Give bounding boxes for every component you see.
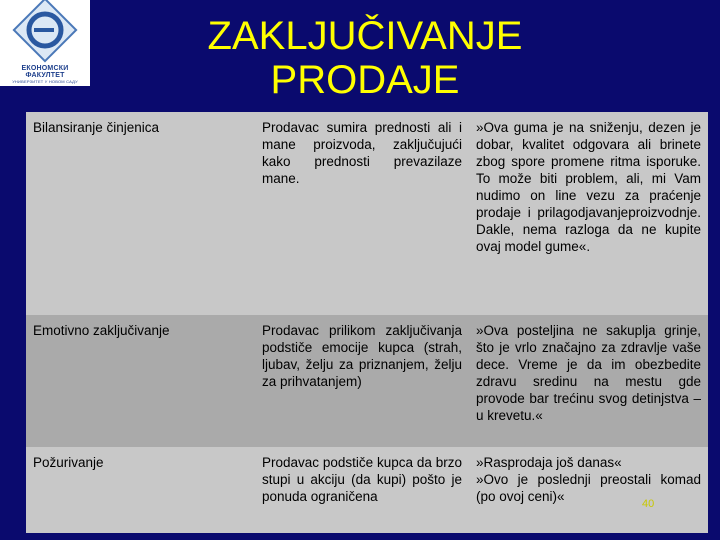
slide-number: 40: [642, 498, 655, 510]
description-cell: Prodavac podstiče kupca da brzo stupi u akciju (da kupi) pošto je ponuda ograničena: [255, 447, 469, 533]
description-cell: Prodavac sumira prednosti ali i mane proizvoda, zaključujući kako prednosti prevazilaze mane.: [255, 112, 469, 315]
example-line: »Rasprodaja još danas«: [476, 455, 622, 470]
faculty-logo: [0, 0, 90, 86]
slide-title: ZAKLJUČIVANJE PRODAJE: [207, 14, 523, 102]
example-cell: »Ova guma je na sniženju, dezen je dobar, kvalitet odgovara ali brinete zbog spore promene ritma isporuke. To može biti problem, ali, mi Vam nudimo on line vezu za praćenje prodaje i prilagodjavanjeproizvodnje. Dakle, nema razloga da ne kupite ovaj model gume«.: [469, 112, 708, 315]
logo-name-line2: УНИВЕРЗИТЕТ У НОВОМ САДУ: [12, 79, 78, 84]
technique-cell: Bilansiranje činjenica: [26, 112, 255, 315]
logo-text: [3, 65, 87, 84]
example-cell: [469, 447, 708, 533]
table-row: [26, 315, 708, 447]
closing-techniques-table: [26, 112, 708, 533]
technique-cell: Požurivanje: [26, 447, 255, 533]
faculty-emblem-icon: [0, 0, 90, 66]
description-cell: Prodavac prilikom zaključivanja podstiče emocije kupca (strah, ljubav, želju za priznanjem, želju za prihvatanjem): [255, 315, 469, 447]
example-cell: »Ova posteljina ne sakuplja grinje, što je vrlo značajno za zdravlje vaše dece. Vreme je da im obezbedite zdravu sredinu na mestu gde provode bar trećinu svog detinjstva – u krevetu.«: [469, 315, 708, 447]
technique-cell: Emotivno zaključivanje: [26, 315, 255, 447]
logo-name-line1: ЕКОНОМСКИ ФАКУЛТЕТ: [21, 65, 69, 79]
table-row: [26, 112, 708, 315]
example-line: »Ovo je poslednji preostali komad (po ovoj ceni)«: [476, 472, 701, 504]
table-row: [26, 447, 708, 533]
